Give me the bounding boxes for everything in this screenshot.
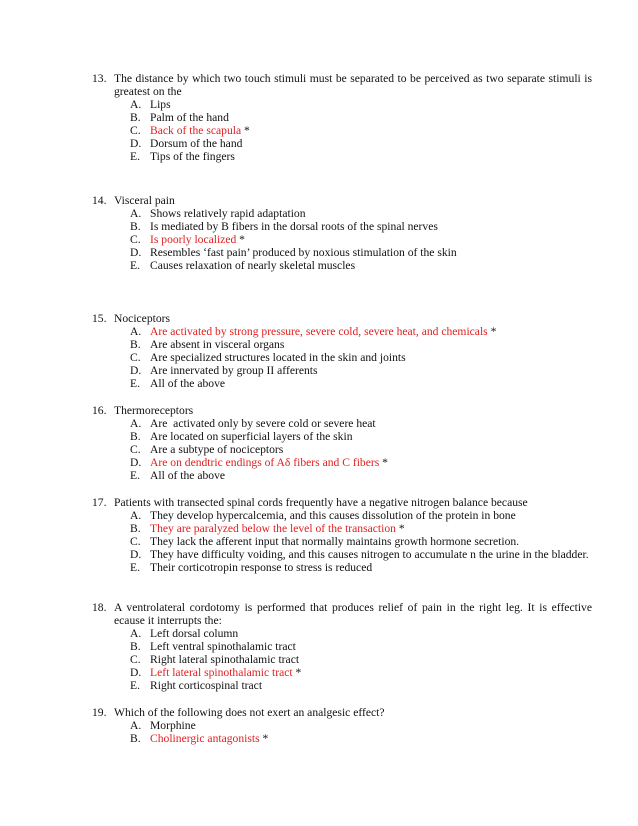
- option-c: [92, 653, 592, 666]
- question-13: [92, 72, 592, 163]
- option-b: [92, 430, 592, 443]
- option-b: [92, 220, 592, 233]
- answer-mark: *: [259, 732, 269, 745]
- question-stem: [92, 404, 592, 417]
- option-text: Are a subtype of nociceptors: [150, 443, 284, 456]
- option-letter: A.: [130, 627, 142, 640]
- question-text: Which of the following does not exert an analgesic effect?: [114, 706, 385, 719]
- option-letter: B.: [130, 111, 141, 124]
- question-stem: [92, 706, 592, 719]
- question-text: Patients with transected spinal cords frequently have a negative nitrogen balance because: [114, 496, 528, 509]
- answer-mark: *: [236, 233, 245, 246]
- option-letter: E.: [130, 561, 140, 574]
- question-14: [92, 194, 592, 272]
- option-e: [92, 150, 592, 163]
- option-a: [92, 719, 592, 732]
- question-19: [92, 706, 592, 745]
- answer-mark: *: [379, 456, 388, 469]
- option-c: [92, 443, 592, 456]
- question-number: 13.: [92, 72, 107, 85]
- option-text: Is mediated by B fibers in the dorsal roots of the spinal nerves: [150, 220, 438, 233]
- question-text: Thermoreceptors: [114, 404, 194, 417]
- option-text: Lips: [150, 98, 171, 111]
- option-text: Right lateral spinothalamic tract: [150, 653, 300, 666]
- option-c: [92, 124, 592, 137]
- option-d: [92, 666, 592, 679]
- option-text: All of the above: [150, 469, 226, 482]
- option-text: Are located on superficial layers of the skin: [150, 430, 353, 443]
- answer-mark: *: [395, 522, 405, 535]
- question-stem: [92, 72, 592, 98]
- option-letter: D.: [130, 137, 142, 150]
- option-text: Right corticospinal tract: [150, 679, 263, 692]
- option-b: [92, 732, 592, 745]
- option-letter: C.: [130, 351, 141, 364]
- option-a: [92, 325, 592, 338]
- question-number: 17.: [92, 496, 107, 509]
- correct-option-text: Is poorly localized: [150, 233, 237, 246]
- correct-option-text: They are paralyzed below the level of the transaction: [150, 522, 396, 535]
- option-letter: D.: [130, 548, 142, 561]
- option-d: [92, 548, 592, 561]
- question-text: Visceral pain: [114, 194, 175, 207]
- options-list: [92, 627, 592, 692]
- question-number: 19.: [92, 706, 107, 719]
- option-letter: E.: [130, 377, 140, 390]
- question-number: 16.: [92, 404, 107, 417]
- correct-option-text: Are on dendtric endings of Aδ fibers and C fibers: [150, 456, 380, 469]
- question-17: [92, 496, 592, 574]
- option-e: [92, 561, 592, 574]
- option-b: [92, 111, 592, 124]
- option-a: [92, 98, 592, 111]
- option-c: [92, 535, 592, 548]
- option-letter: B.: [130, 338, 141, 351]
- options-list: [92, 509, 592, 574]
- question-16: [92, 404, 592, 482]
- option-a: [92, 207, 592, 220]
- option-d: [92, 456, 592, 469]
- option-d: [92, 137, 592, 150]
- correct-option-text: Cholinergic antagonists: [150, 732, 260, 745]
- question-stem: [92, 496, 592, 509]
- option-e: [92, 259, 592, 272]
- option-letter: E.: [130, 150, 140, 163]
- option-letter: C.: [130, 443, 141, 456]
- option-text: Are specialized structures located in the skin and joints: [150, 351, 406, 364]
- question-18: [92, 601, 592, 692]
- question-number: 15.: [92, 312, 107, 325]
- option-b: [92, 522, 592, 535]
- option-letter: B.: [130, 732, 141, 745]
- option-a: [92, 627, 592, 640]
- question-stem: [92, 312, 592, 325]
- correct-option-text: Are activated by strong pressure, severe cold, severe heat, and chemicals: [150, 325, 488, 338]
- options-list: [92, 417, 592, 482]
- option-a: [92, 417, 592, 430]
- option-text: They lack the afferent input that normally maintains growth hormone secretion.: [150, 535, 520, 548]
- question-stem: [92, 194, 592, 207]
- question-text: Nociceptors: [114, 312, 171, 325]
- option-letter: D.: [130, 456, 142, 469]
- option-text: Dorsum of the hand: [150, 137, 243, 150]
- option-text: All of the above: [150, 377, 226, 390]
- option-text: Morphine: [150, 719, 196, 732]
- option-text: Left dorsal column: [150, 627, 239, 640]
- option-d: [92, 246, 592, 259]
- option-letter: C.: [130, 535, 141, 548]
- option-text: Left ventral spinothalamic tract: [150, 640, 296, 653]
- option-letter: A.: [130, 325, 142, 338]
- option-c: [92, 351, 592, 364]
- answer-mark: *: [487, 325, 497, 338]
- option-letter: B.: [130, 522, 141, 535]
- correct-option-text: Left lateral spinothalamic tract: [150, 666, 293, 679]
- option-d: [92, 364, 592, 377]
- options-list: [92, 98, 592, 163]
- option-c: [92, 233, 592, 246]
- option-letter: E.: [130, 259, 140, 272]
- option-text: Shows relatively rapid adaptation: [150, 207, 306, 220]
- option-letter: D.: [130, 364, 142, 377]
- option-e: [92, 679, 592, 692]
- option-text: Are innervated by group II afferents: [150, 364, 318, 377]
- option-letter: A.: [130, 417, 142, 430]
- correct-option-text: Back of the scapula: [150, 124, 242, 137]
- answer-mark: *: [292, 666, 302, 679]
- option-text: Tips of the fingers: [150, 150, 235, 163]
- answer-mark: *: [241, 124, 250, 137]
- option-letter: C.: [130, 653, 141, 666]
- option-text: Palm of the hand: [150, 111, 229, 124]
- option-letter: A.: [130, 509, 142, 522]
- option-text: They develop hypercalcemia, and this causes dissolution of the protein in bone: [150, 509, 516, 522]
- option-letter: B.: [130, 640, 141, 653]
- option-letter: D.: [130, 246, 142, 259]
- option-b: [92, 338, 592, 351]
- option-letter: E.: [130, 469, 140, 482]
- option-letter: C.: [130, 124, 141, 137]
- option-text: They have difficulty voiding, and this causes nitrogen to accumulate n the urine in the bladder.: [150, 548, 589, 561]
- option-e: [92, 377, 592, 390]
- option-letter: A.: [130, 719, 142, 732]
- option-text: Their corticotropin response to stress is reduced: [150, 561, 373, 574]
- question-stem: [92, 601, 592, 627]
- option-letter: B.: [130, 220, 141, 233]
- option-letter: C.: [130, 233, 141, 246]
- question-number: 14.: [92, 194, 107, 207]
- option-text: Are absent in visceral organs: [150, 338, 285, 351]
- question-15: [92, 312, 592, 390]
- option-letter: E.: [130, 679, 140, 692]
- option-letter: A.: [130, 98, 142, 111]
- option-letter: A.: [130, 207, 142, 220]
- option-b: [92, 640, 592, 653]
- options-list: [92, 719, 592, 745]
- option-text: Resembles ‘fast pain’ produced by noxious stimulation of the skin: [150, 246, 457, 259]
- option-a: [92, 509, 592, 522]
- question-number: 18.: [92, 601, 107, 614]
- question-text: A ventrolateral cordotomy is performed that produces relief of pain in the right leg. It is effective ecause it interrupts the:: [114, 601, 592, 627]
- options-list: [92, 207, 592, 272]
- option-text: Causes relaxation of nearly skeletal muscles: [150, 259, 356, 272]
- option-e: [92, 469, 592, 482]
- option-text: Are activated only by severe cold or severe heat: [150, 417, 376, 430]
- option-letter: D.: [130, 666, 142, 679]
- question-text: The distance by which two touch stimuli must be separated to be perceived as two separate stimuli is greatest on the: [114, 72, 592, 98]
- options-list: [92, 325, 592, 390]
- option-letter: B.: [130, 430, 141, 443]
